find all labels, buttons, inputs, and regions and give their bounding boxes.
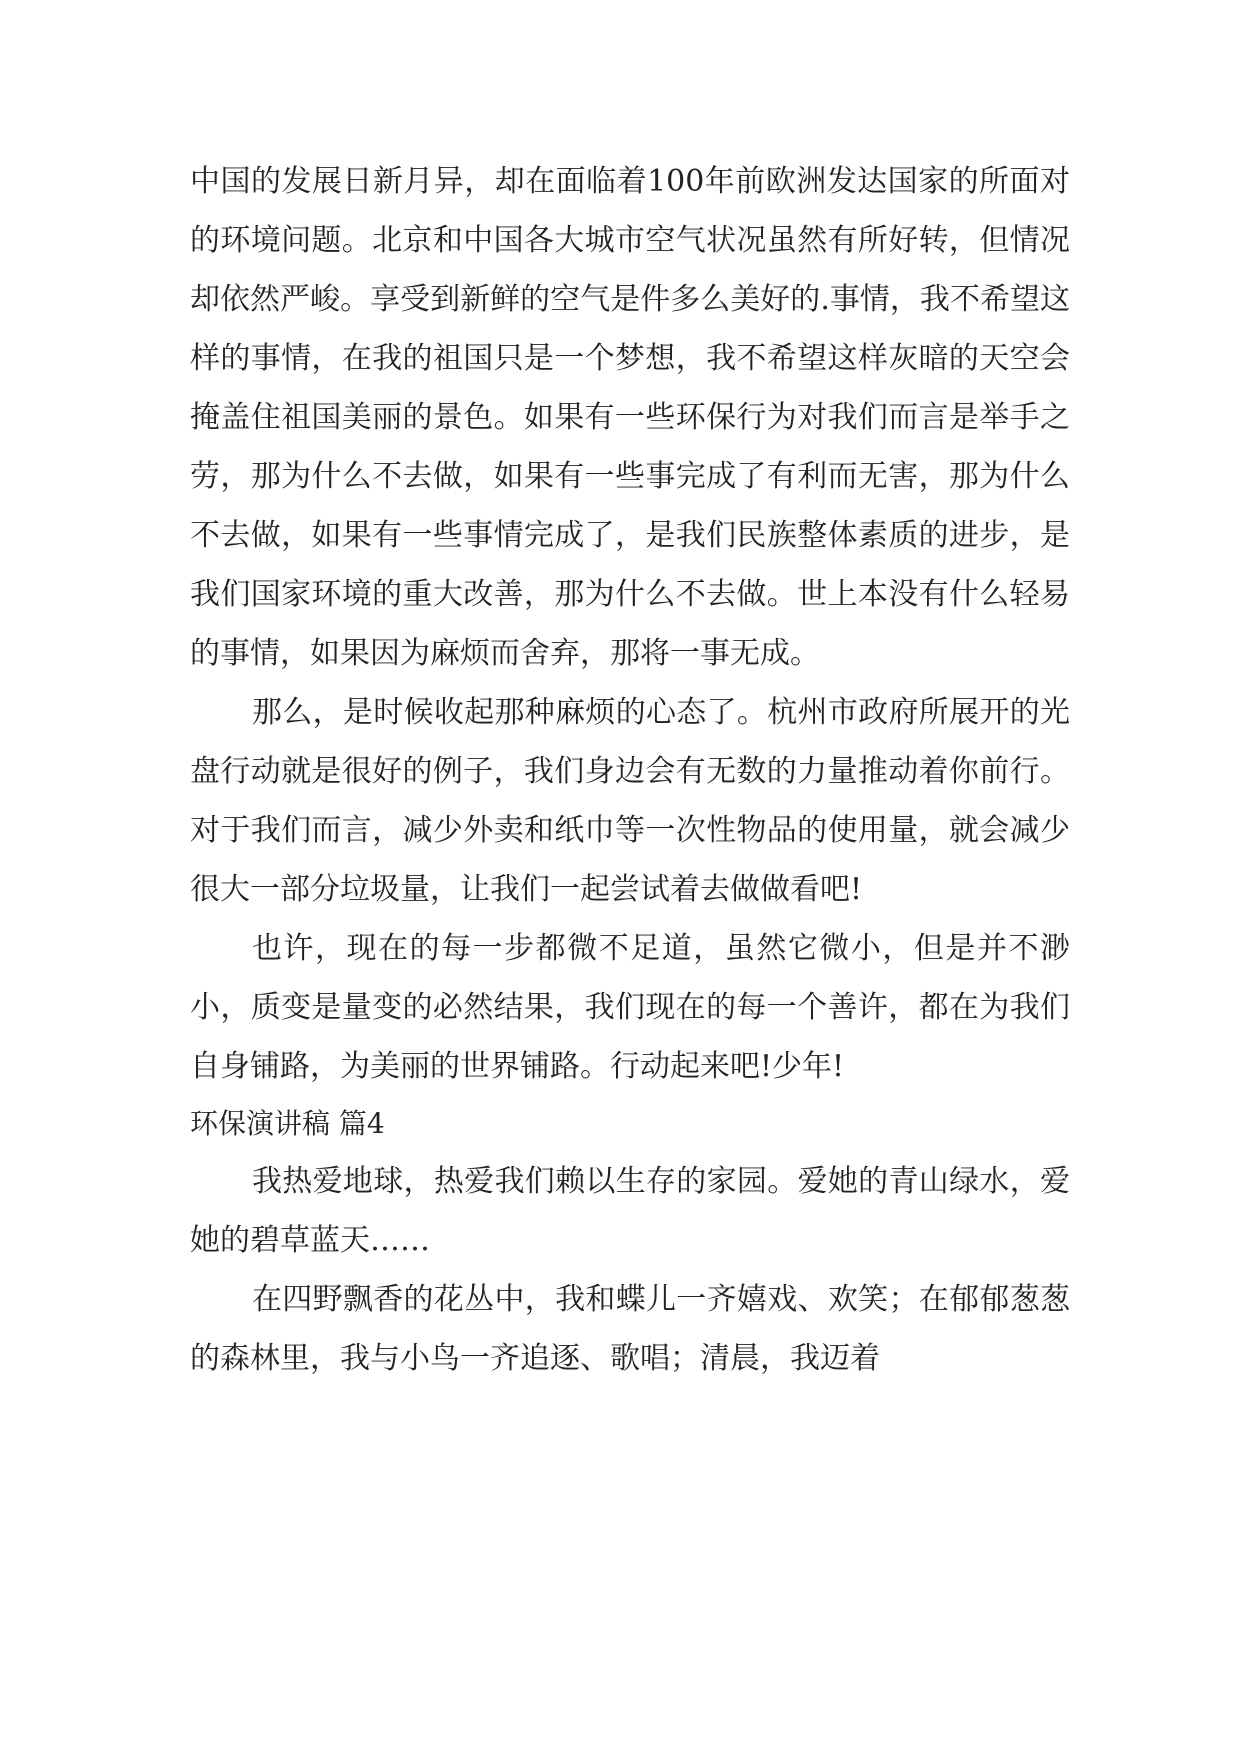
body-paragraph: 中国的发展日新月异，却在面临着100年前欧洲发达国家的所面对的环境问题。北京和中国各大城市空气状况虽然有所好转，但情况却依然严峻。享受到新鲜的空气是件多么美好的.事情，我不希望这样的事情，在我的祖国只是一个梦想，我不希望这样灰暗的天空会掩盖住祖国美丽的景色。如果有一些环保行为对我们而言是举手之劳，那为什么不去做，如果有一些事完成了有利而无害，那为什么不去做，如果有一些事情完成了，是我们民族整体素质的进步，是我们国家环境的重大改善，那为什么不去做。世上本没有什么轻易的事情，如果因为麻烦而舍弃，那将一事无成。: [190, 164, 1070, 671]
body-paragraph: 那么，是时候收起那种麻烦的心态了。杭州市政府所展开的光盘行动就是很好的例子，我们身边会有无数的力量推动着你前行。对于我们而言，减少外卖和纸巾等一次性物品的使用量，就会减少很大一部分垃圾量，让我们一起尝试着去做做看吧!: [190, 695, 1070, 907]
section-heading: 环保演讲稿 篇4: [190, 1107, 385, 1140]
body-paragraph: 我热爱地球，热爱我们赖以生存的家园。爱她的青山绿水，爱她的碧草蓝天……: [190, 1164, 1070, 1258]
body-paragraph: 也许，现在的每一步都微不足道，虽然它微小，但是并不渺小，质变是量变的必然结果，我们现在的每一个善许，都在为我们自身铺路，为美丽的世界铺路。行动起来吧!少年!: [190, 931, 1070, 1084]
body-paragraph: 在四野飘香的花丛中，我和蝶儿一齐嬉戏、欢笑；在郁郁葱葱的森林里，我与小鸟一齐追逐、歌唱；清晨，我迈着: [190, 1282, 1070, 1376]
document-page: [190, 152, 1070, 1388]
